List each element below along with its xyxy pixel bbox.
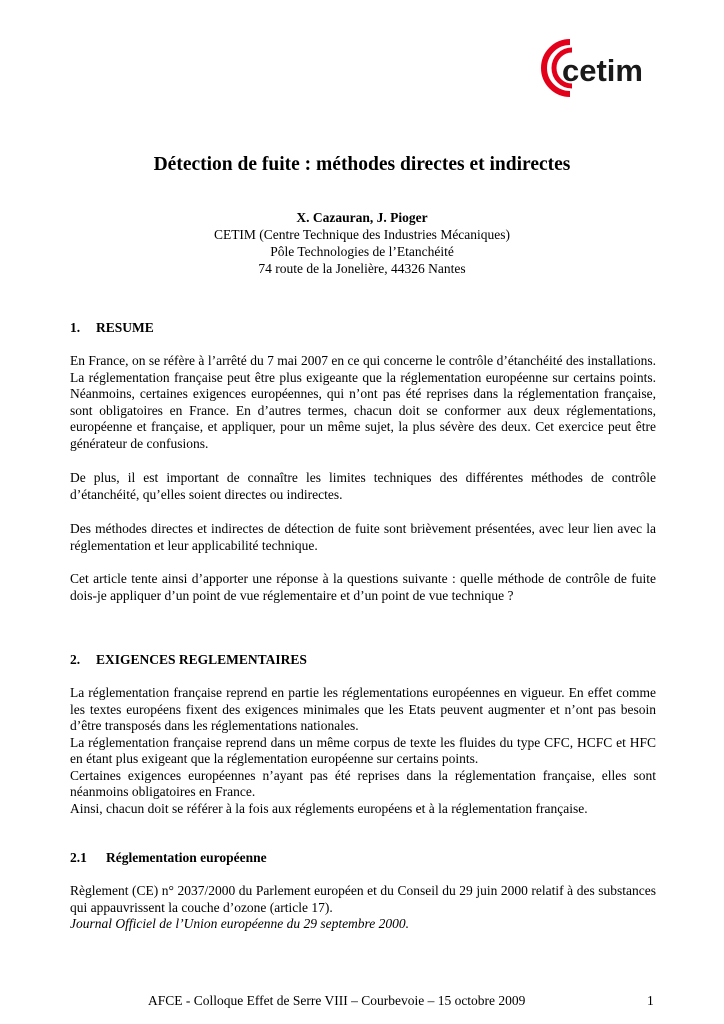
authors-block bbox=[0, 209, 724, 277]
paragraph-line: La réglementation française reprend dans un même corpus de texte les fluides du type CFC, HCFC et HFC en étant plus exigeant que la réglementation européenne sur certains points. bbox=[70, 734, 656, 766]
logo-text: cetim bbox=[562, 53, 643, 88]
page-number: 1 bbox=[647, 993, 654, 1008]
section-number: 1. bbox=[70, 320, 81, 335]
paragraph-line: Certaines exigences européennes n’ayant pas été reprises dans la réglementation française, elles sont néanmoins obligatoires en France. bbox=[70, 767, 656, 799]
section-title: EXIGENCES REGLEMENTAIRES bbox=[96, 652, 307, 667]
affiliation-line: Pôle Technologies de l’Etanchéité bbox=[270, 244, 454, 259]
section-title: RESUME bbox=[96, 320, 154, 335]
cetim-logo bbox=[540, 36, 660, 100]
section-number: 2. bbox=[70, 652, 81, 667]
affiliation-line: CETIM (Centre Technique des Industries Mécaniques) bbox=[213, 227, 511, 242]
paragraph: En France, on se réfère à l’arrêté du 7 mai 2007 en ce qui concerne le contrôle d’étanchéité des installations. La réglementation française peut être plus exigeante que la réglementation européenne sur certains points. Néanmoins, certaines exigences européennes, qui n’ont pas été reprises dans la réglementation française, sont obligatoires en France. En d’autres termes, chacun doit se conformer aux deux réglementations, européenne et française, et appliquer, pour un même sujet, la plus sévère des deux. Cet exercice peut être générateur de confusions. bbox=[70, 353, 656, 451]
paragraph-line: Ainsi, chacun doit se référer à la fois aux réglements européens et à la réglementation française. bbox=[70, 800, 588, 816]
journal-reference: Journal Officiel de l’Union européenne du 29 septembre 2000. bbox=[70, 916, 410, 931]
section-body bbox=[70, 883, 656, 933]
section-heading bbox=[70, 652, 307, 668]
document-title: Détection de fuite : méthodes directes et indirectes bbox=[153, 154, 571, 175]
section-number: 2.1 bbox=[70, 850, 87, 865]
paragraph-line: La réglementation française reprend en partie les réglementations européennes en vigueur. En effet comme les textes européens fixent des exigences minimales que les Etats peuvent augmenter et n’ont pas besoin d’être transposés dans les réglementations nationales. bbox=[70, 685, 656, 733]
paragraph: Cet article tente ainsi d’apporter une réponse à la questions suivante : quelle méthode de contrôle de fuite dois-je appliquer d’un point de vue réglementaire et d’un point de vue technique ? bbox=[70, 571, 656, 603]
subsection-heading bbox=[70, 850, 267, 866]
affiliation-line: 74 route de la Jonelière, 44326 Nantes bbox=[258, 261, 466, 276]
paragraph-line: Règlement (CE) n° 2037/2000 du Parlement européen et du Conseil du 29 juin 2000 relatif à des substances qui appauvrissent la couche d’ozone (article 17). bbox=[70, 883, 656, 915]
section-heading bbox=[70, 320, 154, 336]
author-names: X. Cazauran, J. Pioger bbox=[296, 210, 428, 225]
section-title: Réglementation européenne bbox=[106, 850, 267, 865]
section-body bbox=[70, 685, 656, 817]
paragraph: Des méthodes directes et indirectes de détection de fuite sont brièvement présentées, avec leur lien avec la réglementation et leur applicabilité technique. bbox=[70, 521, 656, 553]
paragraph: De plus, il est important de connaître les limites techniques des différentes méthodes de contrôle d’étanchéité, qu’elles soient directes ou indirectes. bbox=[70, 470, 656, 502]
page-footer: AFCE - Colloque Effet de Serre VIII – Courbevoie – 15 octobre 2009 bbox=[148, 993, 526, 1008]
